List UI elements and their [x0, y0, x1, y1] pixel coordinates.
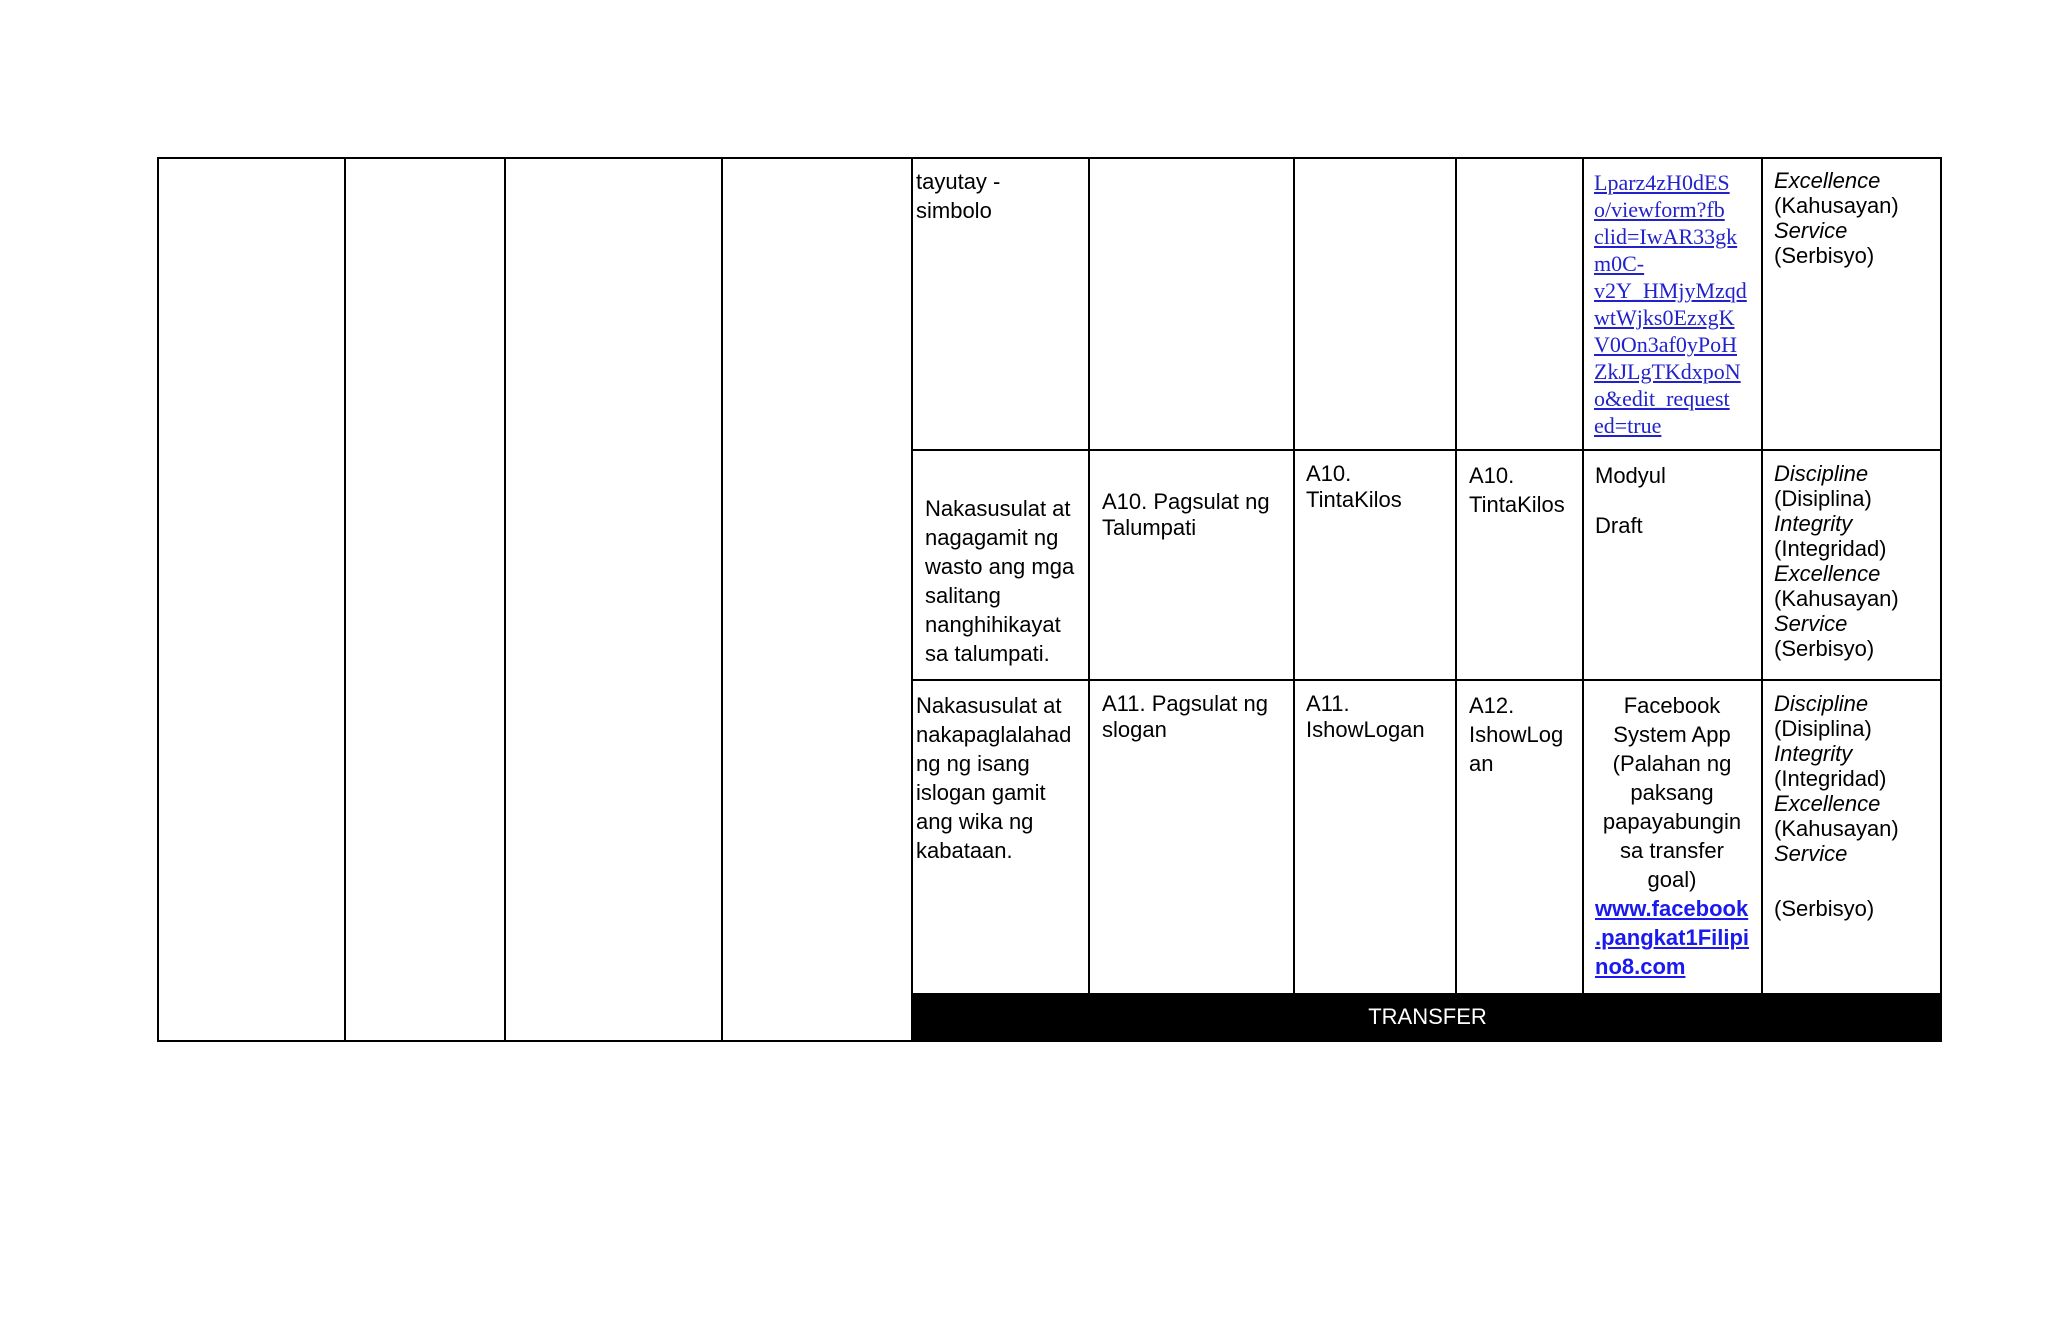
value-filipino: (Kahusayan)	[1774, 193, 1899, 218]
row2-task-cell	[1306, 461, 1456, 513]
row3-competency-line: kabataan.	[916, 838, 1013, 863]
facebook-link-line[interactable]: www.facebook	[1595, 896, 1749, 921]
value-filipino: (Serbisyo)	[1774, 243, 1875, 268]
resource-link-line[interactable]: v2Y_HMjyMzqd	[1594, 278, 1747, 303]
col-divider-7	[1455, 157, 1457, 994]
row3-activity-cell	[1102, 691, 1292, 743]
resource-link-line[interactable]: V0On3af0yPoH	[1594, 332, 1737, 357]
col-divider-2	[504, 157, 506, 1042]
row3-resource-line: System App	[1613, 722, 1731, 747]
row3-competency-line: ang wika ng	[916, 809, 1034, 834]
row2-activity-line: A10. Pagsulat ng	[1102, 489, 1270, 514]
row2-assessment-line: A10.	[1469, 463, 1515, 488]
row2-activity-cell	[1102, 489, 1292, 541]
row3-activity-line: slogan	[1102, 717, 1167, 742]
row3-assessment-cell	[1469, 691, 1584, 778]
row3-task-line: IshowLogan	[1306, 717, 1425, 742]
value-filipino: (Disiplina)	[1774, 486, 1872, 511]
value-filipino: (Integridad)	[1774, 536, 1887, 561]
value-english: Excellence	[1774, 168, 1881, 193]
value-english: Integrity	[1774, 741, 1853, 766]
row3-assessment-line: IshowLog	[1469, 722, 1564, 747]
row2-competency-line: Nakasusulat at	[925, 496, 1071, 521]
row3-resource-line: papayabungin	[1602, 809, 1742, 834]
row3-competency-cell	[916, 691, 1086, 865]
resource-link-line[interactable]: m0C-	[1594, 251, 1645, 276]
row2-competency-cell	[925, 494, 1085, 668]
row2-values-cell	[1774, 461, 1939, 661]
resource-link-line[interactable]: ZkJLgTKdxpoN	[1594, 359, 1741, 384]
row2-competency-line: salitang	[925, 583, 1001, 608]
value-filipino: (Disiplina)	[1774, 716, 1872, 741]
row3-task-line: A11.	[1306, 691, 1350, 716]
row1-resource-link-cell[interactable]	[1594, 169, 1759, 439]
value-english: Discipline	[1774, 461, 1869, 486]
row2-task-line: A10.	[1306, 461, 1352, 486]
row3-values-cell	[1774, 691, 1939, 921]
resource-link-line[interactable]: clid=IwAR33gk	[1594, 224, 1738, 249]
value-english: Discipline	[1774, 691, 1869, 716]
value-english: Service	[1774, 218, 1848, 243]
row1-values-cell	[1774, 168, 1939, 268]
row3-resource-line: goal)	[1647, 867, 1697, 892]
col-divider-5	[1088, 157, 1090, 994]
row2-competency-line: sa talumpati.	[925, 641, 1050, 666]
row2-competency-line: nagagamit ng	[925, 525, 1059, 550]
row2-resource-cell	[1595, 461, 1760, 540]
value-filipino: (Serbisyo)	[1774, 636, 1875, 661]
value-english: Excellence	[1774, 561, 1881, 586]
value-english: Integrity	[1774, 511, 1853, 536]
col-divider-3	[721, 157, 723, 1042]
col-divider-6	[1293, 157, 1295, 994]
row3-resource-cell	[1584, 691, 1760, 894]
resource-link-line[interactable]: Lparz4zH0dES	[1594, 170, 1730, 195]
value-filipino: (Kahusayan)	[1774, 586, 1899, 611]
col-divider-4	[911, 157, 913, 1042]
row3-competency-line: nakapaglalahad	[916, 722, 1072, 747]
col-divider-1	[344, 157, 346, 1042]
col-divider-9	[1761, 157, 1763, 994]
row-divider-2	[911, 679, 1942, 681]
value-english: Service	[1774, 841, 1848, 866]
row3-task-cell	[1306, 691, 1456, 743]
row3-competency-line: ng ng isang	[916, 751, 1030, 776]
row1-competency-line: tayutay -	[916, 169, 1001, 194]
facebook-link[interactable]	[1595, 894, 1760, 981]
row3-activity-line: A11. Pagsulat ng	[1102, 691, 1268, 716]
value-english: Excellence	[1774, 791, 1881, 816]
resource-link-line[interactable]: wtWjks0EzxgK	[1594, 305, 1735, 330]
row2-competency-line: wasto ang mga	[925, 554, 1075, 579]
row3-assessment-line: an	[1469, 751, 1494, 776]
row3-competency-line: Nakasusulat at	[916, 693, 1062, 718]
value-filipino: (Kahusayan)	[1774, 816, 1899, 841]
row2-resource-line: Draft	[1595, 513, 1643, 538]
row3-assessment-line: A12.	[1469, 693, 1515, 718]
value-filipino: (Serbisyo)	[1774, 896, 1875, 921]
resource-link-line[interactable]: o&edit_request	[1594, 386, 1730, 411]
facebook-link-line[interactable]: no8.com	[1595, 954, 1686, 979]
row2-resource-line: Modyul	[1595, 463, 1666, 488]
row1-competency-cell	[916, 167, 1086, 225]
value-filipino: (Integridad)	[1774, 766, 1887, 791]
row-divider-1	[911, 449, 1942, 451]
table-border-left	[157, 157, 159, 1042]
row3-resource-line: (Palahan ng	[1612, 751, 1732, 776]
row2-activity-line: Talumpati	[1102, 515, 1197, 540]
row3-resource-line: sa transfer	[1620, 838, 1724, 863]
facebook-link-line[interactable]: .pangkat1Filipi	[1595, 925, 1750, 950]
resource-link-line[interactable]: ed=true	[1594, 413, 1662, 438]
transfer-section-header: TRANSFER	[913, 993, 1942, 1041]
row2-competency-line: nanghihikayat	[925, 612, 1061, 637]
table-border-right	[1940, 157, 1942, 1042]
row2-assessment-cell	[1469, 461, 1584, 519]
row3-resource-line: paksang	[1630, 780, 1714, 805]
row3-resource-line: Facebook	[1623, 693, 1721, 718]
row2-task-line: TintaKilos	[1306, 487, 1402, 512]
row2-assessment-line: TintaKilos	[1469, 492, 1565, 517]
row3-competency-line: islogan gamit	[916, 780, 1046, 805]
row1-competency-line: simbolo	[916, 198, 992, 223]
resource-link-line[interactable]: o/viewform?fb	[1594, 197, 1725, 222]
value-english: Service	[1774, 611, 1848, 636]
table-border-top	[157, 157, 1942, 159]
